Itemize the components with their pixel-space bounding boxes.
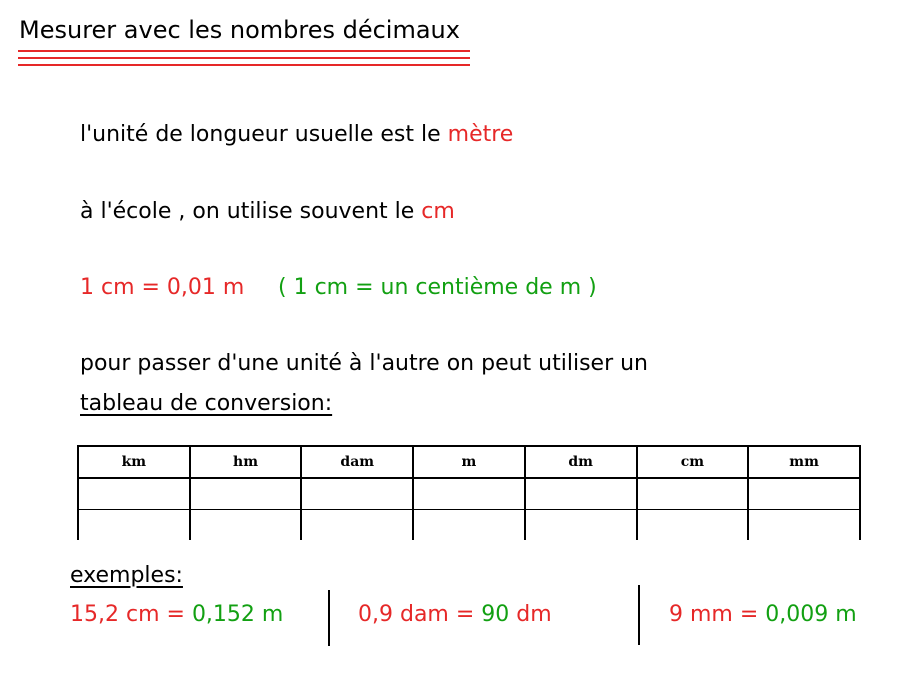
table-cell [637, 510, 749, 541]
header-cm: cm [637, 446, 749, 478]
example-3-rhs: 0,009 m [765, 602, 857, 627]
example-2 [358, 602, 552, 627]
table-cell [748, 478, 860, 510]
examples-label: exemples: [70, 563, 183, 588]
table-cell [190, 510, 302, 541]
conversion-table [77, 445, 861, 540]
example-separator-2 [638, 585, 640, 645]
table-cell [525, 510, 637, 541]
metre-highlight: mètre [447, 122, 514, 147]
header-hm: hm [190, 446, 302, 478]
example-2-lhs: 0,9 dam = [358, 602, 475, 627]
header-km: km [78, 446, 190, 478]
header-m: m [413, 446, 525, 478]
table-cell [413, 510, 525, 541]
equation-cm-m: 1 cm = 0,01 m [80, 275, 245, 300]
table-cell [413, 478, 525, 510]
table-cell [78, 510, 190, 541]
example-2-rhs: 90 [481, 602, 510, 627]
header-dam: dam [301, 446, 413, 478]
table-cell [637, 478, 749, 510]
table-cell [78, 478, 190, 510]
page-title: Mesurer avec les nombres décimaux [19, 16, 460, 44]
example-1-lhs: 15,2 cm = [70, 602, 185, 627]
equation-note: ( 1 cm = un centième de m ) [278, 275, 597, 300]
example-2-unit: dm [516, 602, 552, 627]
header-mm: mm [748, 446, 860, 478]
cm-highlight: cm [421, 199, 455, 224]
table-row [78, 510, 860, 541]
title-underline [18, 50, 470, 71]
definition-text: l'unité de longueur usuelle est le [80, 122, 441, 147]
table-cell [301, 510, 413, 541]
table-header-row [78, 446, 860, 478]
conversion-line-2: tableau de conversion: [80, 391, 333, 416]
example-3 [669, 602, 857, 627]
table-cell [525, 478, 637, 510]
school-text: à l'école , on utilise souvent le [80, 199, 415, 224]
conversion-line-1: pour passer d'une unité à l'autre on peut utiliser un [80, 351, 648, 376]
header-dm: dm [525, 446, 637, 478]
example-separator-1 [328, 590, 330, 646]
example-1-rhs: 0,152 m [191, 602, 284, 627]
table-cell [190, 478, 302, 510]
table-cell [748, 510, 860, 541]
school-line [80, 199, 455, 224]
table-row [78, 478, 860, 510]
example-3-lhs: 9 mm = [669, 602, 759, 627]
table-cell [301, 478, 413, 510]
definition-line [80, 122, 513, 147]
example-1 [70, 602, 283, 627]
